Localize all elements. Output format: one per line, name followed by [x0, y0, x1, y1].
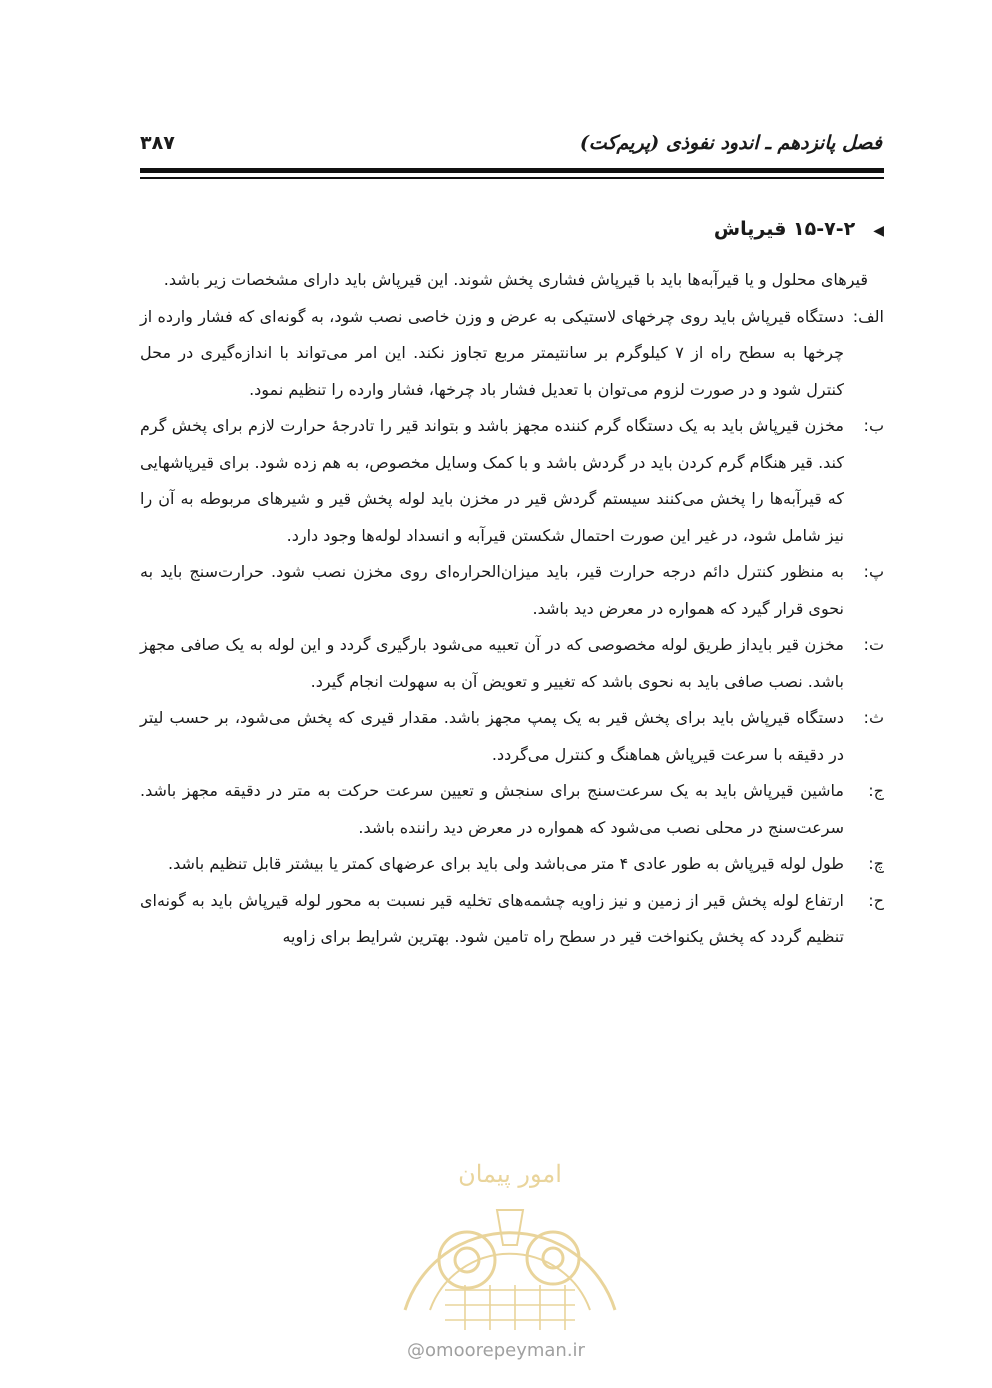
list-item [140, 299, 884, 409]
chapter-title: فصل پانزدهم ـ اندود نفوذی (پریم‌کت) [579, 132, 882, 154]
watermark-text: امور پیمان [458, 1160, 562, 1188]
page-number: ۳۸۷ [140, 132, 175, 154]
item-label: ب: [863, 416, 884, 435]
list-item [140, 554, 884, 627]
bullet-icon: ◀ [873, 223, 884, 239]
item-text: ماشین قیرپاش باید به یک سرعت‌سنج برای سنجش و تعیین سرعت حرکت به متر در دقیقه مجهز باشد. سرعت‌سنج در محلی نصب می‌شود که همواره در معرض دید راننده باشد. [140, 781, 844, 837]
list-item [140, 773, 884, 846]
item-text: دستگاه قیرپاش باید روی چرخهای لاستیکی به عرض و وزن خاصی نصب شود، به گونه‌ای که فشار وارده از چرخها به سطح راه از ۷ کیلوگرم بر سانتیمتر مربع تجاوز نکند. این امر می‌تواند با اندازه‌گیری در محل کنترل شود و در صورت لزوم می‌توان با تعدیل فشار باد چرخها، فشار وارده را تنظیم نمود. [140, 306, 845, 399]
section-number: ۱۵-۷-۲ [793, 218, 856, 240]
list-item [140, 627, 884, 700]
header-rule-thick [140, 168, 884, 173]
list-item [140, 846, 884, 883]
item-label: ث: [863, 708, 884, 727]
item-text: به منظور کنترل دائم درجه حرارت قیر، باید میزان‌الحراره‌ای روی مخزن نصب شود. حرارت‌سنج باید به نحوی قرار گیرد که همواره در معرض دید باشد. [140, 562, 844, 618]
item-label: چ: [868, 854, 884, 873]
intro-paragraph: قیرهای محلول و یا قیرآبه‌ها باید با قیرپاش فشاری پخش شوند. این قیرپاش باید دارای مشخصات زیر باشد. [163, 270, 868, 289]
watermark-logo-icon [385, 1140, 635, 1335]
item-text: مخزن قیرپاش باید به یک دستگاه گرم کننده مجهز باشد و بتواند قیر را تادرجهٔ حرارت لازم برای پخش گرم کند. قیر هنگام گرم کردن باید در گردش باشد و با کمک وسایل مخصوص، به هم زده شود. برای قیرپاشهایی که قیرآبه‌ها را پخش می‌کنند سیستم گردش قیر در مخزن باید لوله پخش قیر و شیرهای مربوطه به آن را نیز شامل شود، در غیر این صورت احتمال شکستن قیرآبه و انسداد لوله‌ها وجود دارد. [140, 416, 844, 545]
item-label: الف: [852, 306, 884, 326]
header-rule-thin [140, 177, 884, 179]
item-label: ج: [868, 781, 884, 800]
item-label: پ: [863, 562, 884, 581]
item-label: ت: [863, 635, 884, 654]
footer-handle: @omoorepeyman.ir [407, 1340, 585, 1361]
section-title: قیرپاش [713, 218, 787, 240]
item-label: ح: [868, 890, 884, 910]
item-text: ارتفاع لوله پخش قیر از زمین و نیز زاویه چشمه‌های تخلیه قیر نسبت به محور لوله قیرپاش باید به گونه‌ای تنظیم گردد که پخش یکنواخت قیر در سطح راه تامین شود. بهترین شرایط برای زاویه [140, 890, 844, 946]
list-item [140, 408, 884, 554]
list-item [140, 700, 884, 773]
item-text: طول لوله قیرپاش به طور عادی ۴ متر می‌باشد ولی باید برای عرضهای کمتر یا بیشتر قابل تنظیم باشد. [168, 854, 844, 873]
body-text [140, 262, 884, 956]
item-text: دستگاه قیرپاش باید برای پخش قیر به یک پمپ مجهز باشد. مقدار قیری که پخش می‌شود، بر حسب لیتر در دقیقه با سرعت قیرپاش هماهنگ و کنترل می‌گردد. [140, 708, 844, 764]
list-item [140, 883, 884, 956]
item-text: مخزن قیر بایداز طریق لوله مخصوصی که در آن تعبیه می‌شود بارگیری گردد و این لوله به یک صافی مجهز باشد. نصب صافی باید به نحوی باشد که تغییر و تعویض آن به سهولت انجام گیرد. [140, 635, 844, 691]
section-heading [714, 218, 884, 240]
